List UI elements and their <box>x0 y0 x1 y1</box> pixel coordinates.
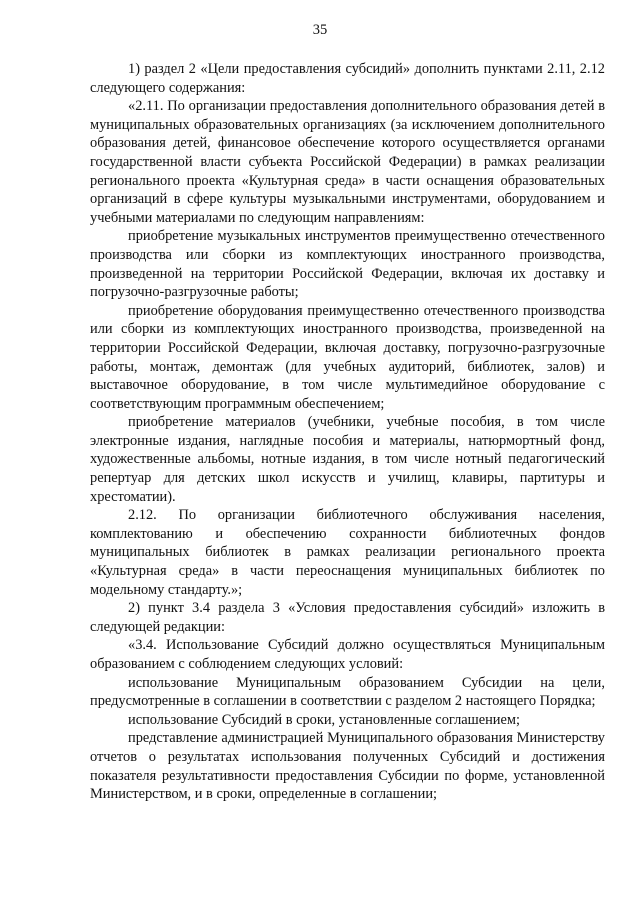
paragraph-2-12: 2.12. По организации библиотечного обслуживания населения, комплектованию и обеспечению сохранности библиотечных фондов муниципальных библиотек в рамках реализации регионального проекта «Культурная среда» в части переоснащения муниципальных библиотек по модельному стандарту.»; <box>90 507 605 598</box>
paragraph-section-2-amendment: 1) раздел 2 «Цели предоставления субсидий» дополнить пунктами 2.11, 2.12 следующего содержания: <box>90 61 605 96</box>
document-body <box>90 60 605 804</box>
paragraph-3-4: «3.4. Использование Субсидий должно осуществляться Муниципальным образованием с соблюдением следующих условий: <box>90 637 605 672</box>
paragraph-condition-terms: использование Субсидий в сроки, установленные соглашением; <box>128 711 520 728</box>
paragraph-equipment: приобретение оборудования преимущественно отечественного производства или сборки из комплектующих иностранного производства, произведенной на территории Российской Федерации, включая доставку, погрузочно-разгрузочные работы, монтаж, демонтаж (для учебных аудиторий, библиотек, залов) и выставочное оборудование, в том числе мультимедийное оборудование с соответствующим программным обеспечением; <box>90 302 605 412</box>
paragraph-materials: приобретение материалов (учебники, учебные пособия, в том числе электронные издания, наглядные пособия и материалы, натюрмортный фонд, художественные альбомы, нотные издания, в том числе нотный педагогический репертуар для детских школ искусств и училищ, клавиры, партитуры и хрестоматии). <box>90 414 605 505</box>
paragraph-musical-instruments: приобретение музыкальных инструментов преимущественно отечественного производства или сборки из комплектующих иностранного производства, произведенной на территории Российской Федерации, включая их доставку и погрузочно-разгрузочные работы; <box>90 228 605 301</box>
paragraph-section-3-amendment: 2) пункт 3.4 раздела 3 «Условия предоставления субсидий» изложить в следующей редакции: <box>90 600 605 635</box>
paragraph-condition-reports: представление администрацией Муниципального образования Министерству отчетов о результатах использования полученных Субсидий и достижения показателя результативности предоставления Субсидии по форме, установленной Министерством, и в сроки, определенные в соглашении; <box>90 730 605 803</box>
paragraph-2-11: «2.11. По организации предоставления дополнительного образования детей в муниципальных образовательных организациях (за исключением дополнительного образования детей, финансовое обеспечение которого осуществляется органами государственной власти субъекта Российской Федерации) в рамках реализации регионального проекта «Культурная среда» в части оснащения образовательных организаций в сфере культуры музыкальными инструментами, оборудованием и учебными материалами по следующим направлениям: <box>90 98 605 226</box>
page-number: 35 <box>312 22 328 38</box>
paragraph-condition-purpose: использование Муниципальным образованием Субсидии на цели, предусмотренные в соглашении в соответствии с разделом 2 настоящего Порядка; <box>90 674 605 710</box>
